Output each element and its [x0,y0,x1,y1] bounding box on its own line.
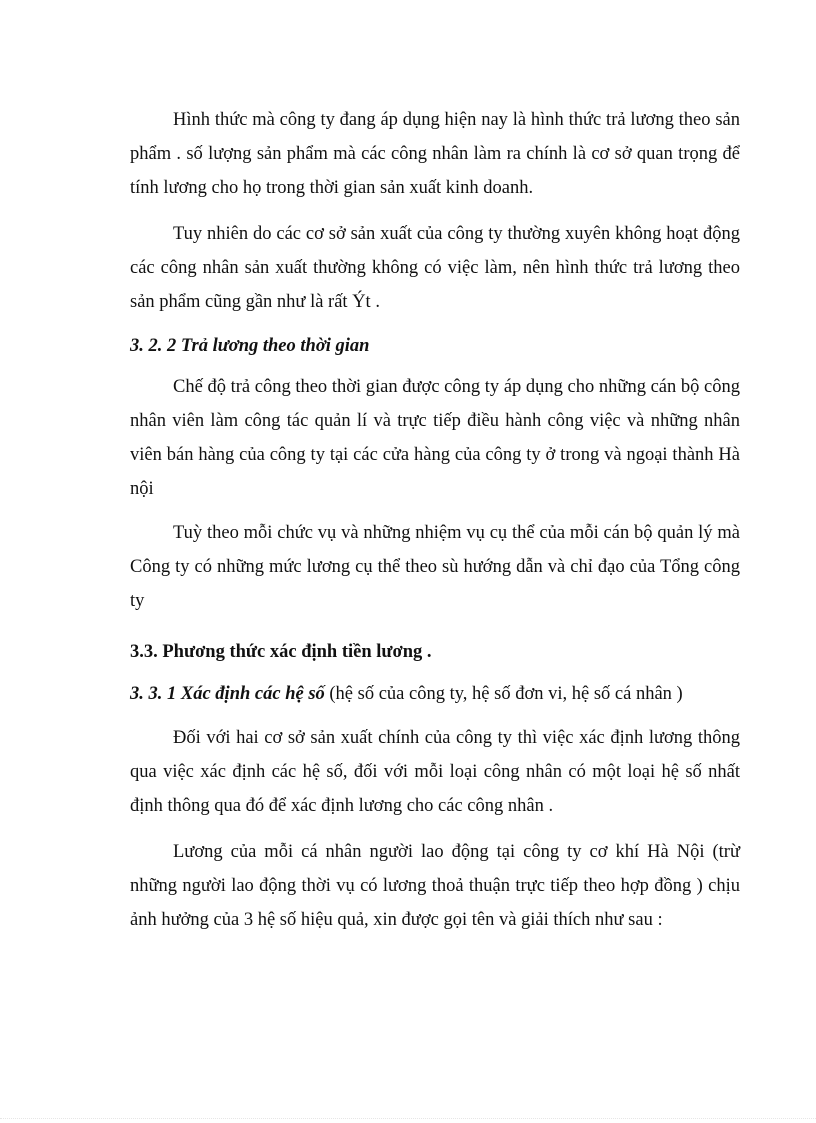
paragraph-coefficients: Đối với hai cơ sở sản xuất chính của công ty thì việc xác định lương thông qua việc xác định các hệ số, đối với mỗi loại công nhân có một loại hệ số nhất định thông qua đó để xác định lương cho các công nhân . [130,728,740,816]
heading-3-3-1 [130,677,750,711]
paragraph-three-coefficients: Lương của mỗi cá nhân người lao động tại công ty cơ khí Hà Nội (trừ những người lao động thời vụ có lương thoả thuận trực tiếp theo hợp đồng ) chịu ảnh hưởng của 3 hệ số hiệu quả, xin được gọi tên và giải thích như sau : [130,842,740,930]
paragraph-limited-work: Tuy nhiên do các cơ sở sản xuất của công ty thường xuyên không hoạt động các công nhân sản xuất thường không có việc làm, nên hình thức trả lương theo sản phẩm cũng gần như là rất Ýt . [130,224,740,312]
heading-3-2-2: 3. 2. 2 Trả lương theo thời gian [130,336,370,356]
paragraph-time-wage: Chế độ trả công theo thời gian được công ty áp dụng cho những cán bộ công nhân viên làm công tác quản lí và trực tiếp điều hành công việc và những nhân viên bán hàng của công ty tại các cửa hàng của công ty ở trong và ngoại thành Hà nội [130,377,740,499]
paragraph-piece-wage: Hình thức mà công ty đang áp dụng hiện nay là hình thức trả lương theo sản phẩm . số lượng sản phẩm mà các công nhân làm ra chính là cơ sở quan trọng để tính lương cho họ trong thời gian sản xuất kinh doanh. [130,110,740,198]
heading-3-3-1-title: 3. 3. 1 Xác định các hệ số [130,684,325,704]
page-bottom-divider [0,1118,816,1119]
heading-3-3-1-subtitle: (hệ số của công ty, hệ số đơn vi, hệ số cá nhân ) [324,684,683,704]
heading-3-3: 3.3. Phương thức xác định tiền lương . [130,642,432,662]
paragraph-position-wage: Tuỳ theo mỗi chức vụ và những nhiệm vụ cụ thể của mỗi cán bộ quản lý mà Công ty có những mức lương cụ thể theo sù hướng dẫn và chỉ đạo của Tổng công ty [130,523,740,611]
